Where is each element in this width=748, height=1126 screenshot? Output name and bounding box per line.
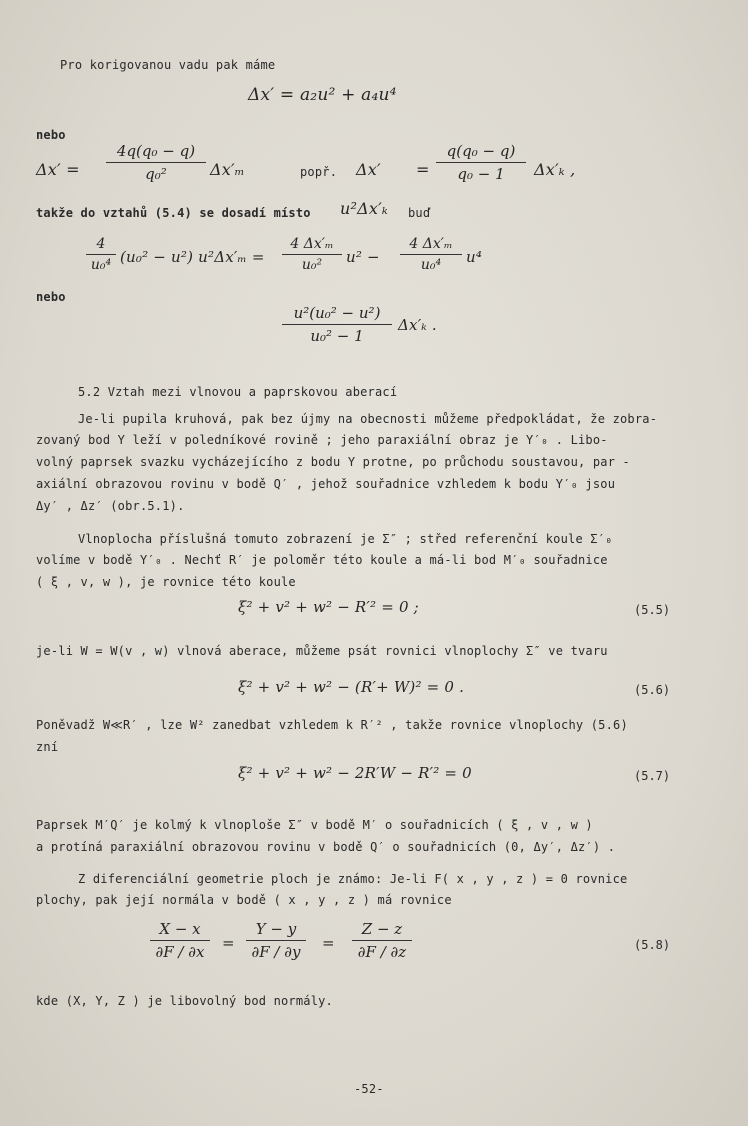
takze-line: takže do vztahů (5.4) se dosadí místo	[36, 206, 311, 220]
eq3-f1-denominator: u₀⁴	[86, 254, 116, 273]
section-title: 5.2 Vztah mezi vlnovou a paprskovou aberací	[78, 385, 398, 399]
eq4-tail: Δx′ₖ .	[398, 316, 437, 334]
eq4-numerator: u²(u₀² − u²)	[293, 304, 381, 322]
p6-line-1: Z diferenciální geometrie ploch je známo: Je-li F( x , y , z ) = 0 rovnice	[78, 872, 628, 886]
p1-line-5: Δy′ , Δz′ (obr.5.1).	[36, 499, 185, 513]
nebo-label-2: nebo	[36, 290, 66, 304]
eq3-fraction-2	[282, 236, 342, 273]
intro-line: Pro korigovanou vadu pak máme	[60, 58, 276, 72]
p6-line-2: plochy, pak její normála v bodě ( x , y , z ) má rovnice	[36, 893, 452, 907]
eq58-f1-numerator: X − x	[159, 920, 201, 938]
eq58-equals-1: =	[222, 934, 235, 952]
eq3-middle-2: u² −	[346, 248, 380, 266]
eq4-fraction	[282, 304, 392, 345]
eq2-f1-denominator: q₀²	[106, 162, 206, 183]
eq3-f2-numerator: 4 Δx′ₘ	[290, 236, 334, 252]
p1-line-1: Je-li pupila kruhová, pak bez újmy na obecnosti můžeme předpokládat, že zobra-	[78, 412, 658, 426]
nebo-label-1: nebo	[36, 128, 66, 142]
takze-expression: u²Δx′ₖ	[340, 199, 388, 218]
eq2-f1-tail: Δx′ₘ	[210, 160, 245, 179]
eq58-f2-numerator: Y − y	[255, 920, 297, 938]
p1-line-2: zovaný bod Y leží v poledníkové rovině ; jeho paraxiální obraz je Y′₀ . Libo-	[36, 433, 608, 447]
eq-5-8-number: (5.8)	[634, 938, 671, 952]
p4-line-1: Poněvadž W≪R′ , lze W² zanedbat vzhledem k R′² , takže rovnice vlnoplochy (5.6)	[36, 718, 628, 732]
p2-line-2: volíme v bodě Y′₀ . Nechť R′ je poloměr této koule a má-li bod M′₀ souřadnice	[36, 553, 608, 567]
eq-5-6: ξ² + v² + w² − (R′+ W)² = 0 .	[238, 678, 465, 696]
eq58-fraction-1	[150, 920, 210, 961]
eq3-f3-numerator: 4 Δx′ₘ	[409, 236, 453, 252]
eq58-f2-denominator: ∂F / ∂y	[246, 940, 306, 961]
eq58-f3-numerator: Z − z	[361, 920, 403, 938]
popr-label: popř.	[300, 165, 338, 179]
p1-line-3: volný paprsek svazku vycházejícího z bodu Y protne, po průchodu soustavou, par -	[36, 455, 630, 469]
eq3-fraction-1	[86, 236, 116, 273]
eq-5-5: ξ² + v² + w² − R′² = 0 ;	[238, 598, 419, 616]
eq3-f1-numerator: 4	[96, 236, 106, 252]
eq2-fraction-1	[106, 142, 206, 183]
eq58-equals-2: =	[322, 934, 335, 952]
eq2-lhs: Δx′ =	[36, 160, 80, 179]
eq2-f2-denominator: q₀ − 1	[436, 162, 526, 183]
eq3-tail: u⁴	[466, 248, 483, 266]
bud-label: buď	[408, 206, 431, 220]
eq3-middle: (u₀² − u²) u²Δx′ₘ =	[120, 248, 265, 266]
eq58-f1-denominator: ∂F / ∂x	[150, 940, 210, 961]
eq-5-7: ξ² + v² + w² − 2R′W − R′² = 0	[238, 764, 472, 782]
eq2-fraction-2	[436, 142, 526, 183]
p5-line-1: Paprsek M′Q′ je kolmý k vlnoploše Σ″ v bodě M′ o souřadnicích ( ξ , v , w )	[36, 818, 593, 832]
eq3-f3-denominator: u₀⁴	[400, 254, 462, 273]
eq2-f1-numerator: 4q(q₀ − q)	[116, 142, 196, 160]
p1-line-4: axiální obrazovou rovinu v bodě Q′ , jehož souřadnice vzhledem k bodu Y′₀ jsou	[36, 477, 616, 491]
eq58-fraction-2	[246, 920, 306, 961]
eq-5-5-number: (5.5)	[634, 603, 671, 617]
eq-5-6-number: (5.6)	[634, 683, 671, 697]
p5-line-2: a protíná paraxiální obrazovou rovinu v bodě Q′ o souřadnicích (0, Δy′, Δz′) .	[36, 840, 616, 854]
eq3-f2-denominator: u₀²	[282, 254, 342, 273]
last-line: kde (X, Y, Z ) je libovolný bod normály.	[36, 994, 333, 1008]
p4-line-2: zní	[36, 740, 59, 754]
eq2-f2-tail: Δx′ₖ ,	[534, 160, 576, 179]
eq58-fraction-3	[352, 920, 412, 961]
eq2-f2-numerator: q(q₀ − q)	[446, 142, 516, 160]
eq4-denominator: u₀² − 1	[282, 324, 392, 345]
eq2-lhs-2: Δx′	[356, 160, 381, 179]
eq-5-7-number: (5.7)	[634, 769, 671, 783]
eq58-f3-denominator: ∂F / ∂z	[352, 940, 412, 961]
p3-line: je-li W = W(v , w) vlnová aberace, můžeme psát rovnici vlnoplochy Σ″ ve tvaru	[36, 644, 608, 658]
page-number: -52-	[354, 1082, 384, 1096]
p2-line-1: Vlnoplocha příslušná tomuto zobrazení je Σ″ ; střed referenční koule Σ′₀	[78, 532, 613, 546]
eq3-fraction-3	[400, 236, 462, 273]
p2-line-3: ( ξ , v, w ), je rovnice této koule	[36, 575, 296, 589]
equation-1: Δx′ = a₂u² + a₄u⁴	[248, 85, 397, 105]
eq2-equals: =	[416, 160, 430, 179]
